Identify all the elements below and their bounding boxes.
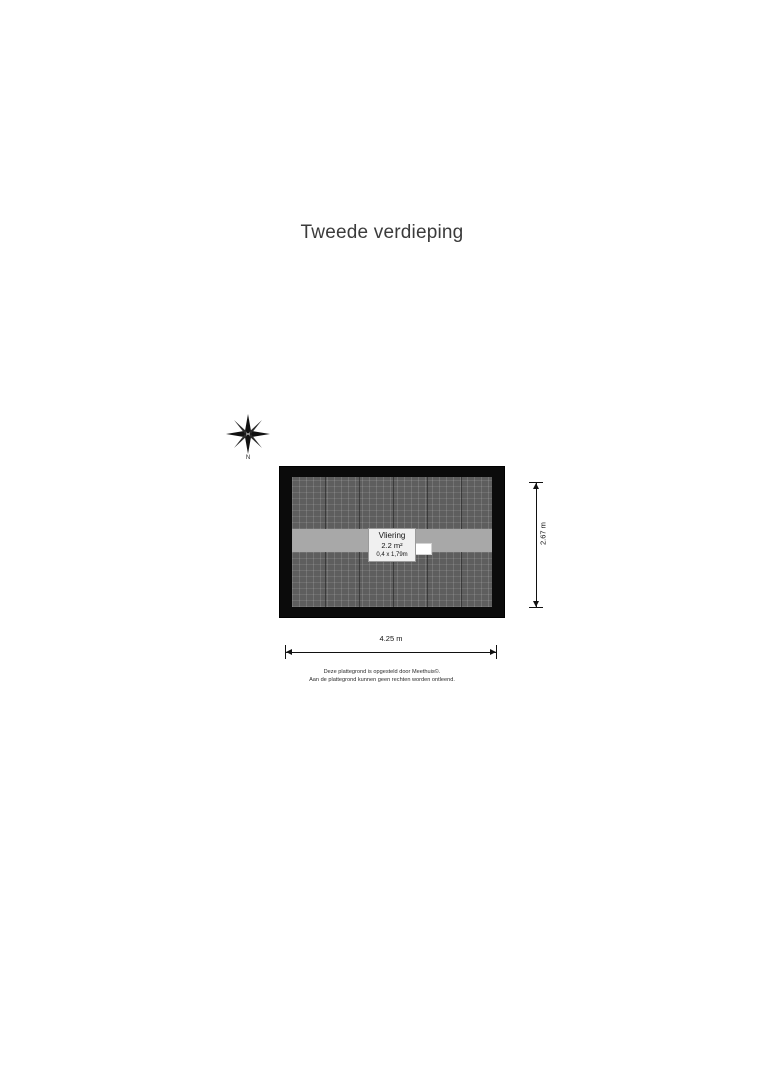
page-title: Tweede verdieping bbox=[300, 222, 464, 243]
room-name: Vliering bbox=[378, 531, 406, 540]
disclaimer-line-1: Deze plattegrond is opgesteld door Meethuis©. bbox=[323, 669, 441, 675]
arrow-down-icon bbox=[533, 601, 539, 607]
dimension-height-label: 2.67 m bbox=[538, 522, 548, 545]
room-label-vliering bbox=[368, 528, 416, 562]
disclaimer bbox=[0, 668, 764, 684]
compass-star-icon bbox=[225, 413, 271, 455]
dimension-axis bbox=[285, 652, 497, 653]
arrow-right-icon bbox=[490, 649, 496, 655]
compass-north-label: N bbox=[245, 455, 251, 461]
compass bbox=[225, 413, 271, 469]
dimension-axis bbox=[536, 482, 537, 608]
dimension-height bbox=[529, 482, 548, 608]
dimension-width bbox=[285, 634, 497, 659]
room-area: 2.2 m² bbox=[381, 541, 403, 550]
disclaimer-line-2: Aan de plattegrond kunnen geen rechten worden ontleend. bbox=[309, 677, 455, 683]
arrow-left-icon bbox=[286, 649, 292, 655]
room-dimensions: 0,4 x 1,79m bbox=[376, 552, 408, 558]
dimension-width-label: 4.25 m bbox=[379, 634, 403, 643]
arrow-up-icon bbox=[533, 483, 539, 489]
